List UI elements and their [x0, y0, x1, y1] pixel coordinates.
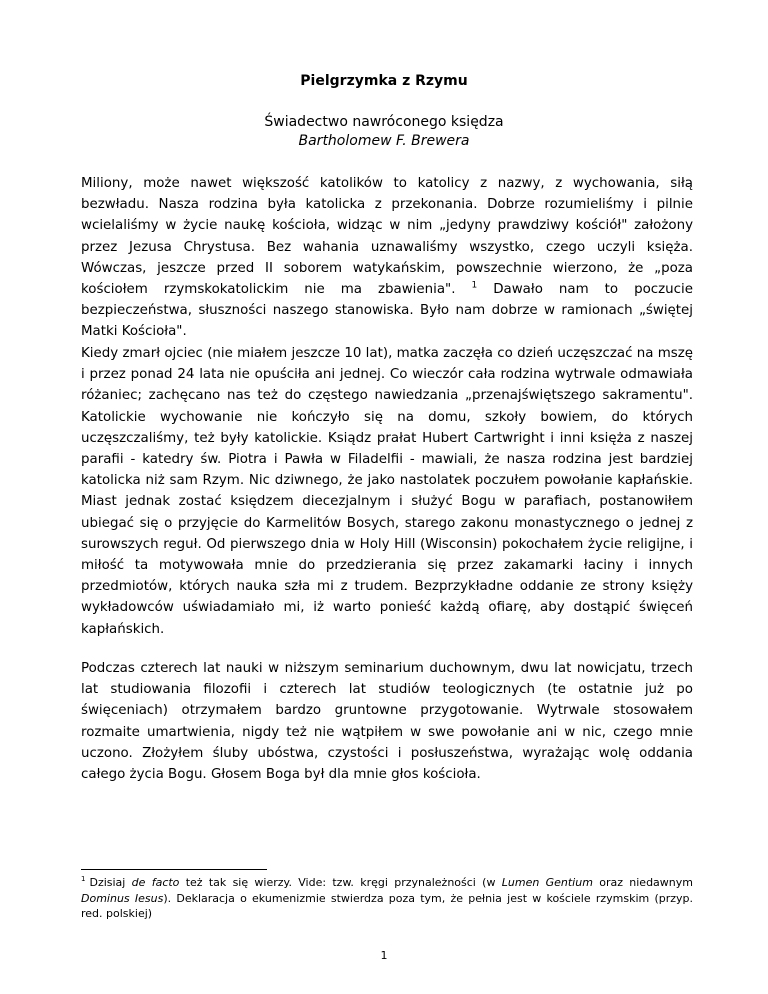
footnote-text: Dzisiaj — [89, 876, 132, 889]
footnote-italic: Lumen Gentium — [501, 876, 593, 889]
page-number: 1 — [380, 949, 388, 962]
footnote-reference: 1 — [471, 280, 478, 291]
paragraph-2: Kiedy zmarł ojciec (nie miałem jeszcze 10 lat), matka zaczęła co dzień uczęszczać na mszę i przez ponad 24 lata nie opuściła ani jednej. Co wieczór cała rodzina wytrwale odmawiała różaniec; zachęcano nas też do częstego nawiedzania „przenajświętszego sakramentu". Katolickie wychowanie nie kończyło się na domu, szkoły bowiem, do których uczęszczaliśmy, też były katolickie. Ksiądz prałat Hubert Cartwright i inni księża z naszej parafii - katedry św. Piotra i Pawła w Filadelfii - mawiali, że nasza rodzina jest bardziej katolicka niż sam Rzym. Nic dziwnego, że jako nastolatek poczułem powołanie kapłańskie. Miast jednak zostać księdzem diecezjalnym i służyć Bogu w parafiach, postanowiłem ubiegać się o przyjęcie do Karmelitów Bosych, starego zakonu monastycznego o jednej z surowszych reguł. Od pierwszego dnia w Holy Hill (Wisconsin) pokochałem życie religijne, i miłość ta motywowała mnie do przedzierania się przez zakamarki łaciny i innych przedmiotów, których nauka szła mi z trudem. Bezprzykładne oddanie ze strony księży wykładowców uświadamiało mi, iż warto ponieść każdą ofiarę, aby dostąpić święceń kapłańskich. — [81, 346, 693, 637]
paragraph-1 — [81, 173, 693, 343]
paragraph-1-text-a: Miliony, może nawet większość katolików to katolicy z nazwy, z wychowania, siłą bezwładu. Nasza rodzina była katolicka z przekonania. Dobrze rozumieliśmy i pilnie wcielaliśmy w życie naukę kościoła, widząc w nim „jedyny prawdziwy kościół" założony przez Jezusa Chrystusa. Bez wahania uznawaliśmy wszystko, czego uczyli księża. Wówczas, jeszcze przed II soborem watykańskim, powszechnie wierzono, że „poza kościołem rzymskokatolickim nie ma zbawienia". — [81, 176, 693, 298]
document-author: Bartholomew F. Brewera — [298, 133, 470, 149]
footnote-marker: 1 — [81, 875, 86, 884]
document-title: Pielgrzymka z Rzymu — [300, 73, 468, 89]
paragraph-3: Podczas czterech lat nauki w niższym seminarium duchownym, dwu lat nowicjatu, trzech lat studiowania filozofii i czterech lat studiów teologicznych (te ostatnie już po święceniach) otrzymałem bardzo gruntowne przygotowanie. Wytrwale stosowałem rozmaite umartwienia, nigdy też nie wątpiłem w swe powołanie ani w nic, czego mnie uczono. Złożyłem śluby ubóstwa, czystości i posłuszeństwa, wyrażając wolę oddania całego życia Bogu. Głosem Boga był dla mnie głos kościoła. — [81, 661, 693, 783]
footnote-italic: de facto — [131, 876, 180, 889]
footnote-text: też tak się wierzy. Vide: tzw. kręgi przynależności (w — [179, 876, 502, 889]
document-subtitle: Świadectwo nawróconego księdza — [264, 114, 504, 130]
footnote — [81, 875, 693, 922]
footnote-text: oraz niedawnym — [592, 876, 693, 889]
paragraph-1-text-b: Dawało nam to poczucie bezpieczeństwa, słuszności naszego stanowiska. Było nam dobrze w ramionach „świętej Matki Kościoła". — [81, 282, 693, 340]
footnote-italic: Dominus Iesus — [81, 891, 164, 905]
footnote-text: ). Deklaracja o ekumenizmie stwierdza poza tym, że pełnia jest w kościele rzymskim (przyp. red. polskiej) — [81, 891, 694, 920]
footnote-separator — [81, 869, 267, 870]
